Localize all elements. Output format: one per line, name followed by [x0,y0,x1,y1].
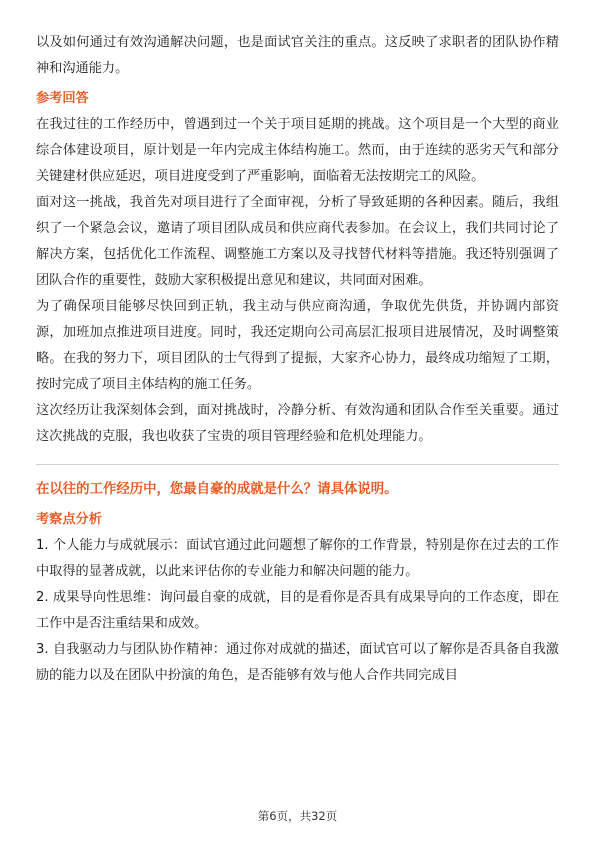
answer-heading: 参考回答 [36,91,89,106]
analysis-item: 3. 自我驱动力与团队协作精神：通过你对成就的描述，面试官可以了解你是否具备自我激励的能力以及在团队中扮演的角色，是否能够有效与他人合作共同完成目 [36,642,559,683]
answer-paragraph: 这次经历让我深刻体会到，面对挑战时，冷静分析、有效沟通和团队合作至关重要。通过这次挑战的克服，我也收获了宝贵的项目管理经验和危机处理能力。 [36,403,559,444]
question-title: 在以往的工作经历中，您最自豪的成就是什么？请具体说明。 [36,482,398,497]
analysis-item: 1. 个人能力与成就展示：面试官通过此问题想了解你的工作背景，特别是你在过去的工作中取得的显著成就，以此来评估你的专业能力和解决问题的能力。 [36,538,559,579]
page-content [36,30,559,689]
answer-paragraph: 为了确保项目能够尽快回到正轨，我主动与供应商沟通，争取优先供货，并协调内部资源，加班加点推进项目进度。同时，我还定期向公司高层汇报项目进展情况，及时调整策略。在我的努力下，项目团队的士气得到了提振，大家齐心协力，最终成功缩短了工期，按时完成了项目主体结构的施工任务。 [36,299,559,392]
page-number-footer: 第6页，共32页 [257,809,338,823]
answer-paragraph: 面对这一挑战，我首先对项目进行了全面审视，分析了导致延期的各种因素。随后，我组织了一个紧急会议，邀请了项目团队成员和供应商代表参加。在会议上，我们共同讨论了解决方案，包括优化工作流程、调整施工方案以及寻找替代材料等措施。我还特别强调了团队合作的重要性，鼓励大家积极提出意见和建议，共同面对困难。 [36,195,559,288]
intro-paragraph: 以及如何通过有效沟通解决问题，也是面试官关注的重点。这反映了求职者的团队协作精神和沟通能力。 [36,35,559,76]
section-divider [36,464,559,465]
answer-paragraph: 在我过往的工作经历中，曾遇到过一个关于项目延期的挑战。这个项目是一个大型的商业综合体建设项目，原计划是一年内完成主体结构施工。然而，由于连续的恶劣天气和部分关键建材供应延迟，项目进度受到了严重影响，面临着无法按期完工的风险。 [36,117,559,184]
analysis-heading: 考察点分析 [36,512,102,527]
analysis-item: 2. 成果导向性思维：询问最自豪的成就，目的是看你是否具有成果导向的工作态度，即在工作中是否注重结果和成效。 [36,590,559,631]
